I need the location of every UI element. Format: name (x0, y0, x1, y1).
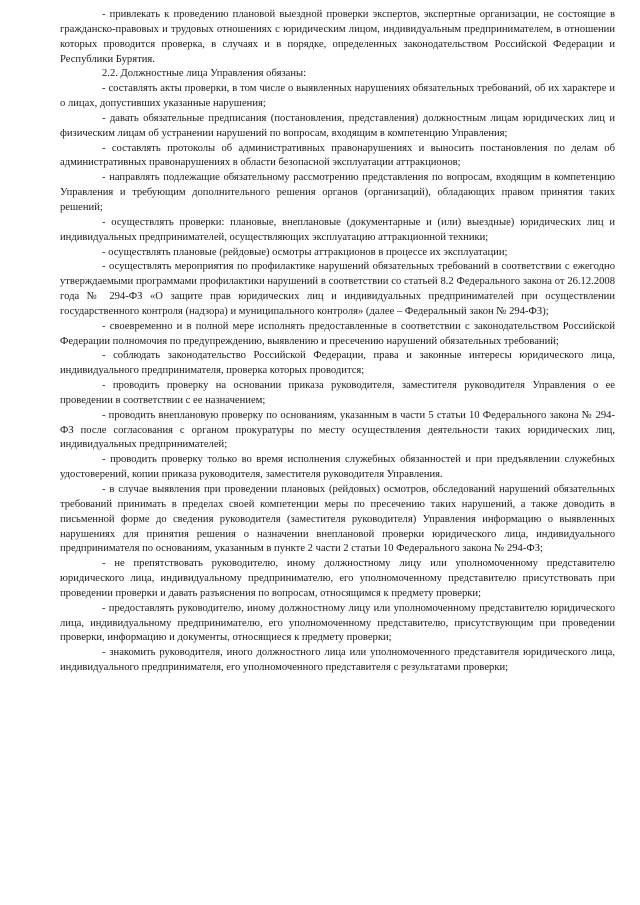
paragraph-order-basis: - проводить проверку на основании приказа руководителя, заместителя руководителя Управления о ее проведении в соответствии с ее назначением; (60, 380, 615, 406)
document-page (60, 8, 615, 676)
paragraph-engage-experts: - привлекать к проведению плановой выездной проверки экспертов, экспертные организации, не состоящие в гражданско-правовых и трудовых отношениях с юридическим лицом, индивидуальным предпринимателем, в отношении которых проводится проверка, в случаях и в порядке, определенных законодательством Российской Федерации и Республики Бурятия. (60, 9, 615, 65)
paragraph-raid-inspections: - осуществлять плановые (рейдовые) осмотры аттракционов в процессе их эксплуатации; (102, 246, 508, 258)
paragraph-observe-legislation: - соблюдать законодательство Российской Федерации, права и законные интересы юридического лица, индивидуального предпринимателя, проверка которых проводится; (60, 350, 615, 377)
section-heading-2-2: 2.2. Должностные лица Управления обязаны: (102, 68, 307, 80)
paragraph-conduct-inspections: - осуществлять проверки: плановые, внеплановые (документарные и (или) выездные) юридических лиц и индивидуальных предпринимателей, осуществляющих эксплуатацию аттракционной техники; (60, 216, 615, 243)
paragraph-unscheduled-inspection: - проводить внеплановую проверку по основаниям, указанным в части 5 статьи 10 Федерального закона № 294-ФЗ после согласования с органом прокуратуры по месту осуществления деятельности таких юридических лиц, индивидуальных предпринимателей; (60, 409, 615, 451)
paragraph-provide-information: - предоставлять руководителю, иному должностному лицу или уполномоченному представителю юридического лица, индивидуальному предпринимателю, его уполномоченному представителю, присутствующим при проведении проверки, информацию и документы, относящиеся к предмету проверки; (60, 602, 615, 644)
paragraph-inspection-acts: - составлять акты проверки, в том числе о выявленных нарушениях обязательных требований, об их характере и о лицах, допустивших указанные нарушения; (60, 83, 615, 110)
paragraph-violation-detection: - в случае выявления при проведении плановых (рейдовых) осмотров, обследований нарушений обязательных требований принимать в пределах своей компетенции меры по пресечению таких нарушений, а также доводить в письменной форме до сведения руководителя (заместителя руководителя) Управления информацию о выявленных нарушениях для принятия решения о назначении внеплановой проверки юридического лица, индивидуального предпринимателя по основаниям, указанным в пункте 2 части 2 статьи 10 Федерального закона № 294-ФЗ; (60, 484, 615, 555)
paragraph-duty-hours: - проводить проверку только во время исполнения служебных обязанностей и при предъявлении служебных удостоверений, копии приказа руководителя, заместителя руководителя Управления. (60, 454, 615, 481)
paragraph-familiarize-results: - знакомить руководителя, иного должностного лица или уполномоченного представителя юридического лица, индивидуального предпринимателя, его уполномоченного представителя с результатами проверки; (60, 647, 615, 674)
paragraph-do-not-obstruct: - не препятствовать руководителю, иному должностному лицу или уполномоченному представителю юридического лица, индивидуальному предпринимателю, его уполномоченному представителю присутствовать при проведении проверки и давать разъяснения по вопросам, относящимся к предмету проверки; (60, 558, 615, 599)
paragraph-prevention-measures: - осуществлять мероприятия по профилактике нарушений обязательных требований в соответствии с ежегодно утверждаемыми программами профилактики нарушений в соответствии со статьей 8.2 Федерального закона от 26.12.2008 года № 294-ФЗ «О защите прав юридических лиц и индивидуальных предпринимателей при осуществлении государственного контроля (надзора) и муниципального контроля» (далее – Федеральный закон № 294-ФЗ); (60, 261, 615, 317)
paragraph-violation-protocols: - составлять протоколы об административных правонарушениях и выносить постановления по делам об административных правонарушениях в области безопасной эксплуатации аттракционов; (60, 142, 615, 169)
paragraph-exercise-powers: - своевременно и в полной мере исполнять предоставленные в соответствии с законодательством Российской Федерации полномочия по предупреждению, выявлению и пресечению нарушений обязательных требований; (60, 320, 615, 347)
paragraph-submit-representations: - направлять подлежащие обязательному рассмотрению представления по вопросам, входящим в компетенцию Управления и требующим дополнительного решения органов (организаций), обладающих правом принятия таких решений; (60, 172, 615, 213)
paragraph-mandatory-orders: - давать обязательные предписания (постановления, представления) должностным лицам юридических лиц и физическим лицам об устранении нарушений по вопросам, входящим в компетенцию Управления; (60, 112, 615, 139)
